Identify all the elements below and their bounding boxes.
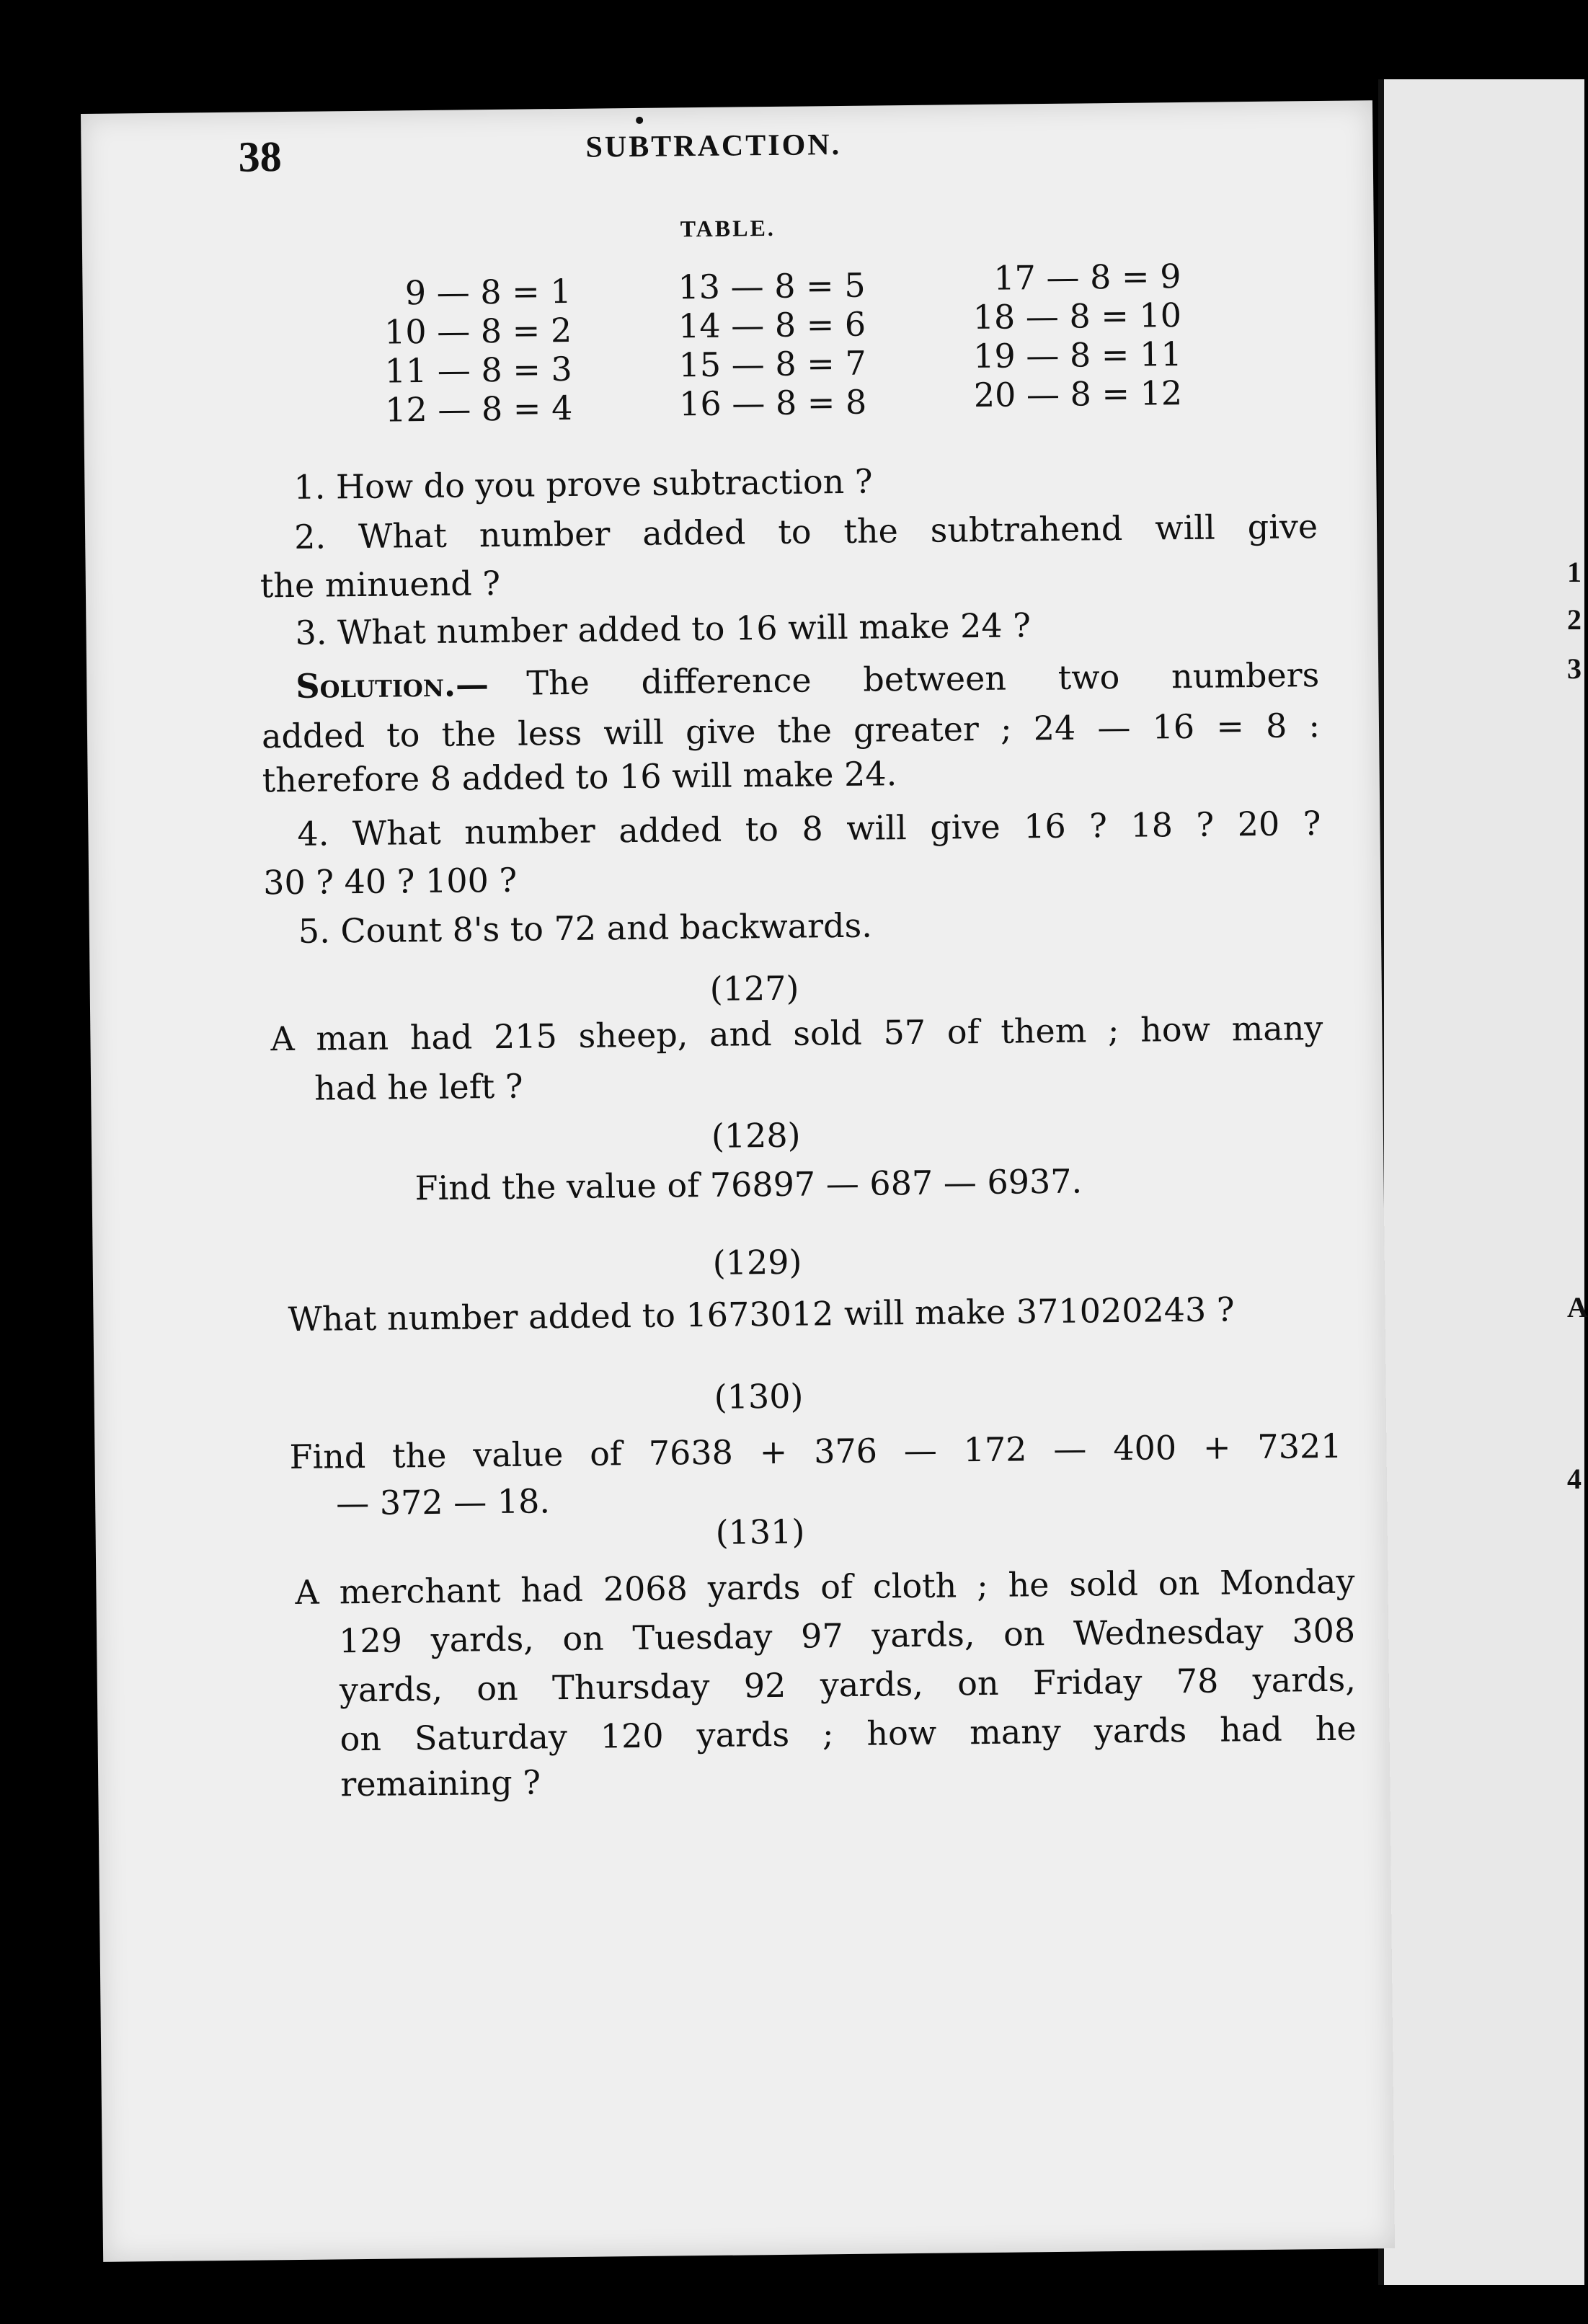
question-3: 3. What number added to 16 will make 24 ? (295, 606, 1032, 652)
problem-131-line-1: A merchant had 2068 yards of cloth ; he sold on Monday (295, 1561, 1355, 1612)
solution-label-text: Solution.— (296, 665, 489, 706)
facing-margin-char: 1 (1567, 556, 1582, 588)
solution-label (296, 665, 489, 706)
solution-line-3: therefore 8 added to 16 will make 24. (262, 754, 897, 800)
problem-130-line-2: — 372 — 18. (335, 1481, 551, 1523)
table-row: 15 — 8 = 7 (678, 343, 866, 385)
table-row: 10 — 8 = 2 (383, 310, 572, 352)
ink-speck (636, 117, 643, 124)
facing-margin-char: 2 (1567, 603, 1582, 636)
table-row: 17 — 8 = 9 (993, 257, 1181, 298)
facing-margin-char: A (1567, 1291, 1588, 1323)
problem-130-line-1: Find the value of 7638 + 376 — 172 — 400 + 7321 (289, 1426, 1342, 1477)
problem-129-line-1: What number added to 1673012 will make 371020243 ? (288, 1290, 1235, 1339)
table-row: 19 — 8 = 11 (972, 334, 1182, 376)
table-column-2 (613, 266, 866, 425)
problem-127-line-1: A man had 215 sheep, and sold 57 of them ; how many (270, 1008, 1323, 1059)
table-caption: TABLE. (680, 214, 776, 242)
question-1: 1. How do you prove subtraction ? (293, 461, 873, 507)
table-row: 18 — 8 = 10 (972, 296, 1182, 337)
problem-131-line-4: on Saturday 120 yards ; how many yards had he (340, 1708, 1357, 1759)
problem-131-line-5: remaining ? (340, 1762, 541, 1804)
running-head: SUBTRACTION. (585, 128, 842, 164)
problem-131-line-3: yards, on Thursday 92 yards, on Friday 78 yards, (339, 1659, 1357, 1710)
problem-127-line-2: had he left ? (314, 1066, 523, 1108)
table-row: 11 — 8 = 3 (384, 349, 573, 391)
problem-131-line-2: 129 yards, on Tuesday 97 yards, on Wednesday 308 (338, 1610, 1356, 1661)
solution-line-2: added to the less will give the greater ; 24 — 16 = 8 : (261, 706, 1321, 756)
facing-page (1378, 79, 1588, 2285)
problem-127-number: (127) (709, 968, 799, 1008)
solution-line-1: The difference between two numbers (526, 655, 1320, 703)
table-row: 14 — 8 = 6 (678, 304, 866, 346)
book-page (81, 100, 1395, 2262)
table-row: 12 — 8 = 4 (384, 388, 573, 430)
question-2-line-1: 2. What number added to the subtrahend will give (293, 507, 1318, 556)
page-number: 38 (238, 133, 282, 181)
problem-128-number: (128) (711, 1115, 801, 1156)
table-column-3 (907, 257, 1182, 415)
problem-131-number: (131) (715, 1512, 805, 1552)
problem-130-number: (130) (714, 1376, 804, 1416)
table-row: 9 — 8 = 1 (404, 271, 572, 313)
problem-129-number: (129) (712, 1242, 802, 1282)
table-column-1 (333, 272, 572, 430)
table-row: 16 — 8 = 8 (678, 382, 867, 424)
facing-margin-char: 3 (1567, 652, 1582, 685)
question-4-line-2: 30 ? 40 ? 100 ? (262, 860, 518, 902)
table-row: 13 — 8 = 5 (678, 265, 866, 307)
facing-margin-char: 4 (1567, 1463, 1582, 1495)
question-2-line-2: the minuend ? (260, 563, 501, 606)
question-5: 5. Count 8's to 72 and backwards. (298, 905, 873, 951)
table-row: 20 — 8 = 12 (973, 373, 1183, 415)
question-4-line-1: 4. What number added to 8 will give 16 ? 18 ? 20 ? (297, 804, 1321, 853)
problem-128-line-1: Find the value of 76897 — 687 — 6937. (414, 1161, 1083, 1208)
